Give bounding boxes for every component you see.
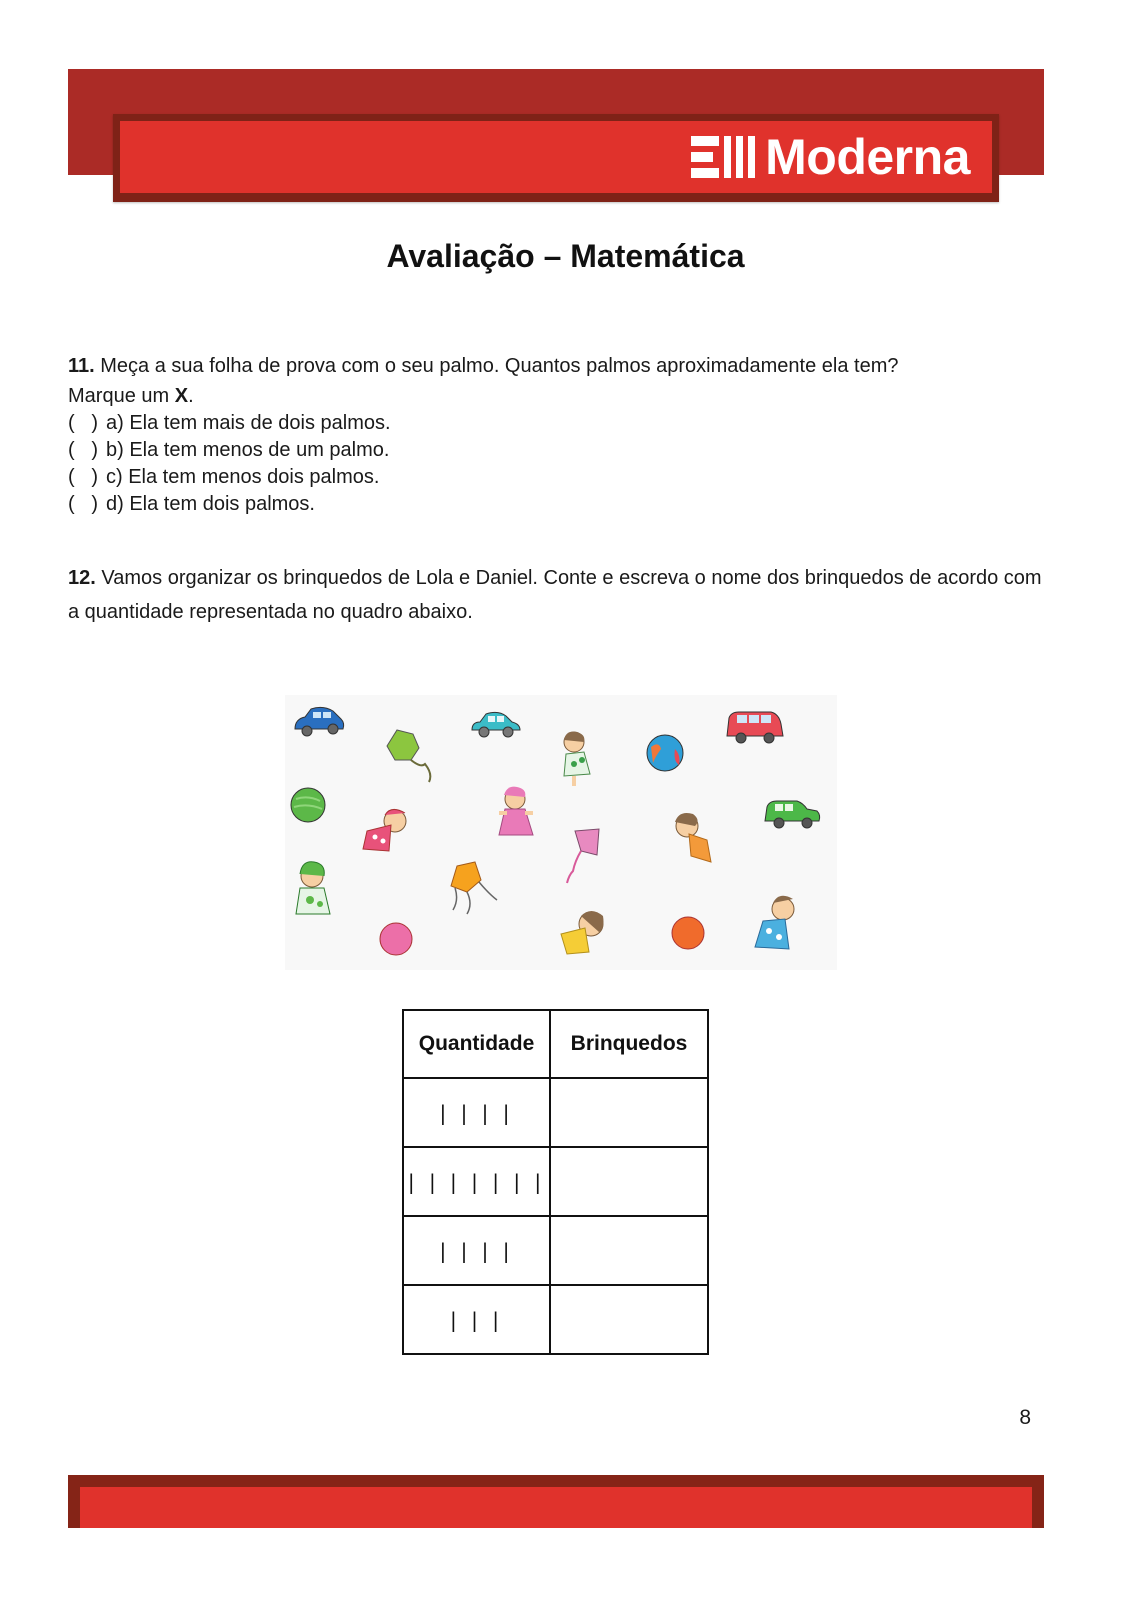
kite-icon	[451, 862, 497, 914]
car-icon	[727, 712, 783, 743]
footer-inner	[80, 1487, 1032, 1528]
tally-count: | | |	[403, 1285, 550, 1354]
question-12	[68, 561, 1048, 629]
header-frame	[113, 114, 999, 202]
table-row	[403, 1285, 708, 1354]
question-11	[68, 353, 1048, 518]
ball-icon	[647, 735, 683, 771]
table-row	[403, 1147, 708, 1216]
question-number: 11.	[68, 355, 95, 377]
car-icon	[472, 712, 520, 737]
footer-banner	[68, 1475, 1044, 1528]
option-c[interactable]	[68, 464, 1048, 491]
question-text: Meça a sua folha de prova com o seu palmo. Quantos palmos aproximadamente ela tem?	[100, 355, 899, 377]
toys-table	[402, 1009, 709, 1355]
toys-image	[285, 695, 837, 970]
page-title: Avaliação – Matemática	[386, 238, 745, 274]
option-d[interactable]	[68, 491, 1048, 518]
toy-answer-cell[interactable]	[550, 1078, 708, 1147]
instruction-text: Marque um	[68, 385, 175, 407]
question-11-instruction	[68, 383, 1048, 410]
doll-icon	[499, 787, 533, 835]
option-b-label: b) Ela tem menos de um palmo.	[106, 439, 390, 461]
option-d-label: d) Ela tem dois palmos.	[106, 493, 315, 515]
table-header-row	[403, 1010, 708, 1078]
table-row	[403, 1078, 708, 1147]
checkbox-d[interactable]: ( )	[68, 493, 98, 515]
question-number: 12.	[68, 567, 96, 589]
checkbox-a[interactable]: ( )	[68, 412, 98, 434]
ball-icon	[672, 917, 704, 949]
doll-icon	[675, 813, 711, 862]
header-inner	[120, 121, 992, 193]
car-icon	[295, 707, 344, 736]
option-c-label: c) Ela tem menos dois palmos.	[106, 466, 380, 488]
option-a[interactable]	[68, 410, 1048, 437]
moderna-logo	[691, 129, 970, 185]
doll-icon	[755, 896, 794, 949]
table-row	[403, 1216, 708, 1285]
brand-name: Moderna	[765, 129, 970, 185]
kite-icon	[387, 730, 430, 782]
instruction-suffix: .	[188, 385, 194, 407]
ball-icon	[291, 788, 325, 822]
doll-icon	[296, 862, 330, 914]
toy-answer-cell[interactable]	[550, 1147, 708, 1216]
option-a-label: a) Ela tem mais de dois palmos.	[106, 412, 391, 434]
question-text: Vamos organizar os brinquedos de Lola e Daniel. Conte e escreva o nome dos brinquedos de acordo com a quantidade representada no quadro abaixo.	[68, 567, 1042, 623]
moderna-logo-icon	[691, 136, 755, 178]
doll-icon	[363, 809, 406, 851]
tally-count: | | | | | | |	[403, 1147, 550, 1216]
checkbox-c[interactable]: ( )	[68, 466, 98, 488]
toy-answer-cell[interactable]	[550, 1216, 708, 1285]
toys-illustration	[285, 695, 837, 970]
header-quantidade: Quantidade	[403, 1010, 550, 1078]
checkbox-b[interactable]: ( )	[68, 439, 98, 461]
doll-icon	[561, 911, 604, 954]
page-number: 8	[1019, 1406, 1031, 1429]
header-brinquedos: Brinquedos	[550, 1010, 708, 1078]
tally-count: | | | |	[403, 1078, 550, 1147]
option-b[interactable]	[68, 437, 1048, 464]
kite-icon	[567, 829, 599, 883]
doll-icon	[564, 732, 590, 786]
instruction-mark: X	[174, 385, 189, 407]
tally-count: | | | |	[403, 1216, 550, 1285]
toy-answer-cell[interactable]	[550, 1285, 708, 1354]
question-11-text	[68, 353, 1048, 380]
car-icon	[765, 801, 820, 828]
ball-icon	[380, 923, 412, 955]
